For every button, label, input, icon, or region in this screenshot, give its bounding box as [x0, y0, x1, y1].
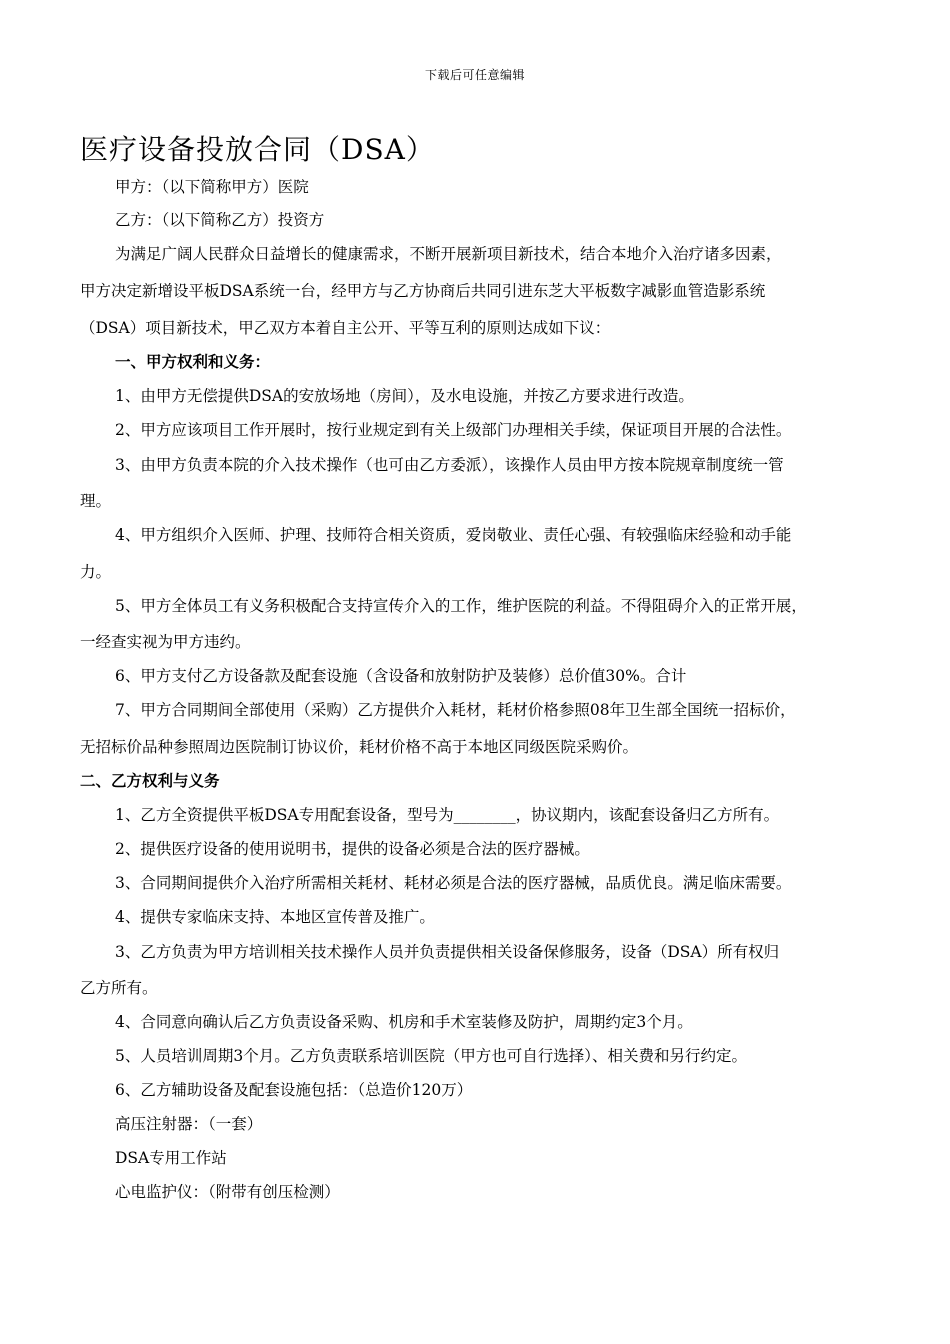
party-b-line: 乙方：（以下简称乙方）投资方 — [115, 211, 325, 229]
clause-a7-line-2: 无招标价品种参照周边医院制订协议价，耗材价格不高于本地区同级医院采购价。 — [80, 738, 639, 756]
clause-b3: 3、合同期间提供介入治疗所需相关耗材、耗材必须是合法的医疗器械，品质优良。满足临床需要。 — [115, 874, 792, 892]
clause-b1: 1、乙方全资提供平板DSA专用配套设备，型号为________，协议期内，该配套设备归乙方所有。 — [115, 806, 780, 824]
clause-a5-line-2: 一经查实视为甲方违约。 — [80, 633, 251, 651]
equipment-ecg-monitor: 心电监护仪：（附带有创压检测） — [115, 1183, 340, 1201]
clause-a7-line-1: 7、甲方合同期间全部使用（采购）乙方提供介入耗材，耗材价格参照08年卫生部全国统一招标价， — [115, 701, 796, 719]
document-title: 医疗设备投放合同（DSA） — [80, 133, 435, 166]
clause-a1: 1、由甲方无偿提供DSA的安放场地（房间），及水电设施，并按乙方要求进行改造。 — [115, 387, 694, 405]
clause-a5-line-1: 5、甲方全体员工有义务积极配合支持宣传介入的工作，维护医院的利益。不得阻碍介入的正常开展， — [115, 597, 807, 615]
clause-a4-line-1: 4、甲方组织介入医师、护理、技师符合相关资质，爱岗敬业、责任心强、有较强临床经验和动手能 — [115, 526, 792, 544]
preamble-line-2: 甲方决定新增设平板DSA系统一台，经甲方与乙方协商后共同引进东芝大平板数字减影血管造影系统 — [80, 282, 766, 300]
clause-a3-line-2: 理。 — [80, 492, 112, 510]
clause-b3b-line-1: 3、乙方负责为甲方培训相关技术操作人员并负责提供相关设备保修服务，设备（DSA）所有权归 — [115, 943, 780, 961]
clause-b3b-line-2: 乙方所有。 — [80, 979, 158, 997]
equipment-workstation: DSA专用工作站 — [115, 1149, 227, 1167]
section-b-heading: 二、乙方权利与义务 — [80, 771, 220, 790]
clause-a3-line-1: 3、由甲方负责本院的介入技术操作（也可由乙方委派），该操作人员由甲方按本院规章制度统一管 — [115, 456, 784, 474]
preamble-line-1: 为满足广阔人民群众日益增长的健康需求，不断开展新项目新技术，结合本地介入治疗诸多因素， — [115, 245, 782, 263]
clause-a4-line-2: 力。 — [80, 563, 112, 581]
clause-b4b: 4、合同意向确认后乙方负责设备采购、机房和手术室装修及防护，周期约定3个月。 — [115, 1013, 693, 1031]
clause-b5: 5、人员培训周期3个月。乙方负责联系培训医院（甲方也可自行选择）、相关费和另行约定。 — [115, 1047, 747, 1065]
clause-b4: 4、提供专家临床支持、本地区宣传普及推广。 — [115, 908, 435, 926]
page-header: 下载后可任意编辑 — [424, 68, 525, 82]
clause-b2: 2、提供医疗设备的使用说明书，提供的设备必须是合法的医疗器械。 — [115, 840, 590, 858]
party-a-line: 甲方：（以下简称甲方）医院 — [115, 178, 309, 196]
preamble-line-3: （DSA）项目新技术，甲乙双方本着自主公开、平等互利的原则达成如下议： — [80, 319, 611, 337]
clause-a6: 6、甲方支付乙方设备款及配套设施（含设备和放射防护及装修）总价值30%。合计 — [115, 667, 687, 685]
clause-b6: 6、乙方辅助设备及配套设施包括：（总造价120万） — [115, 1081, 473, 1099]
section-a-heading: 一、甲方权利和义务： — [115, 352, 271, 371]
clause-a2: 2、甲方应该项目工作开展时，按行业规定到有关上级部门办理相关手续，保证项目开展的合法性。 — [115, 421, 792, 439]
equipment-injector: 高压注射器：（一套） — [115, 1115, 263, 1133]
